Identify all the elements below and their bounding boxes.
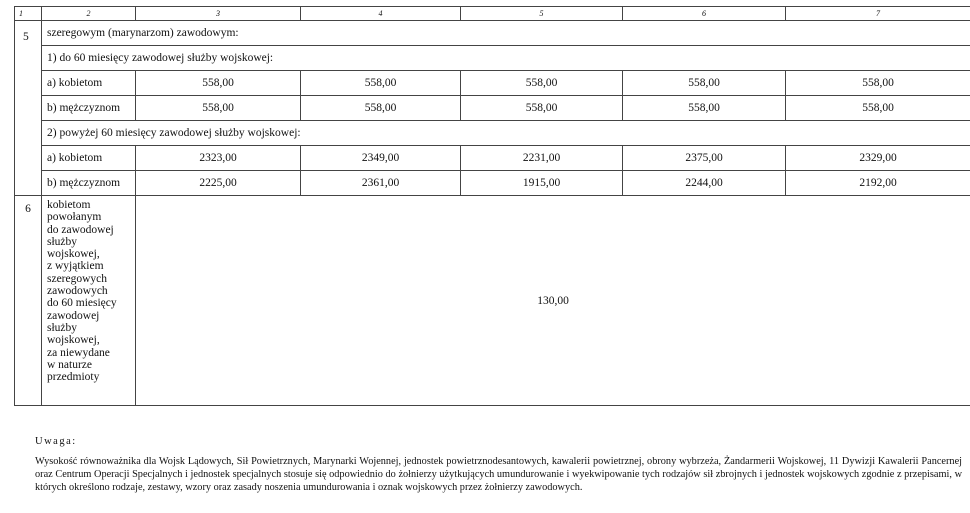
value-cell: 2329,00 <box>786 146 970 171</box>
column-number: 5 <box>461 7 623 21</box>
label-line: wojskowej, <box>47 248 100 261</box>
value-cell: 2361,00 <box>301 171 461 196</box>
value-cell: 558,00 <box>136 71 301 96</box>
section6-row <box>15 196 970 406</box>
value-cell: 558,00 <box>623 71 786 96</box>
row-label: a) kobietom <box>42 146 136 171</box>
note-text: Wysokość równoważnika dla Wojsk Lądowych, Sił Powietrznych, Marynarki Wojennej, jednostek powietrznodesantowych, kawalerii powietrznej, obrony wybrzeża, Żandarmerii Wojskowej, 11 Dywizji Kawalerii Pancernej oraz Centrum Operacji Specjalnych i jednostek specjalnych stosuje się odpowiednio do żołnierzy użytkujących umundurowanie i wyekwipowanie tych rodzajów sił zbrojnych i jednostek wojskowych zgodnie z przepisami, w których określono rodzaje, zestawy, wzory oraz zasady noszenia umundurowania i oznak wojskowych przez żołnierzy zawodowych. <box>35 456 962 494</box>
label-line: przedmioty <box>47 371 100 384</box>
label-line: w naturze <box>47 358 93 371</box>
value-cell: 558,00 <box>301 96 461 121</box>
column-number: 3 <box>136 7 301 21</box>
group-title: 1) do 60 miesięcy zawodowej służby wojskowej: <box>42 46 970 71</box>
label-line: zawodowych <box>47 285 108 298</box>
section5-title-row <box>15 21 970 46</box>
label-line: powołanym <box>47 211 102 224</box>
column-number-row <box>15 7 970 21</box>
label-line: służby <box>47 235 78 248</box>
section6-label <box>42 196 136 406</box>
value-cell: 558,00 <box>461 71 623 96</box>
column-number: 4 <box>301 7 461 21</box>
row-label: b) mężczyznom <box>42 96 136 121</box>
group1-title-row <box>15 46 970 71</box>
label-line: za niewydane <box>47 346 110 359</box>
column-number: 6 <box>623 7 786 21</box>
value-cell: 2323,00 <box>136 146 301 171</box>
section-title: szeregowym (marynarzom) zawodowym: <box>42 21 970 46</box>
value-cell: 2244,00 <box>623 171 786 196</box>
label-line: służby <box>47 321 78 334</box>
value-cell: 2225,00 <box>136 171 301 196</box>
value-cell: 1915,00 <box>461 171 623 196</box>
group2-title-row <box>15 121 970 146</box>
row-number: 5 <box>15 21 42 196</box>
value-cell: 558,00 <box>301 71 461 96</box>
allowance-table <box>14 6 970 406</box>
label-line: zawodowej <box>47 309 100 322</box>
label-line: do zawodowej <box>47 223 114 236</box>
label-line: wojskowej, <box>47 334 100 347</box>
column-number: 1 <box>15 7 42 21</box>
row-label: a) kobietom <box>42 71 136 96</box>
label-line: do 60 miesięcy <box>47 297 117 310</box>
value-cell: 2349,00 <box>301 146 461 171</box>
label-line: kobietom <box>47 199 91 211</box>
table-row <box>15 96 970 121</box>
section6-value: 130,00 <box>136 196 970 406</box>
table-row <box>15 146 970 171</box>
value-cell: 558,00 <box>623 96 786 121</box>
label-line: szeregowych <box>47 272 108 285</box>
label-line: z wyjątkiem <box>47 260 104 273</box>
value-cell: 558,00 <box>786 71 970 96</box>
value-cell: 558,00 <box>461 96 623 121</box>
group-title: 2) powyżej 60 miesięcy zawodowej służby wojskowej: <box>42 121 970 146</box>
value-cell: 2375,00 <box>623 146 786 171</box>
value-cell: 558,00 <box>786 96 970 121</box>
row-label: b) mężczyznom <box>42 171 136 196</box>
column-number: 7 <box>786 7 970 21</box>
value-cell: 2192,00 <box>786 171 970 196</box>
column-number: 2 <box>42 7 136 21</box>
table-row <box>15 171 970 196</box>
value-cell: 558,00 <box>136 96 301 121</box>
row-number: 6 <box>15 196 42 406</box>
value-cell: 2231,00 <box>461 146 623 171</box>
table-row <box>15 71 970 96</box>
note-heading: Uwaga: <box>35 436 77 447</box>
